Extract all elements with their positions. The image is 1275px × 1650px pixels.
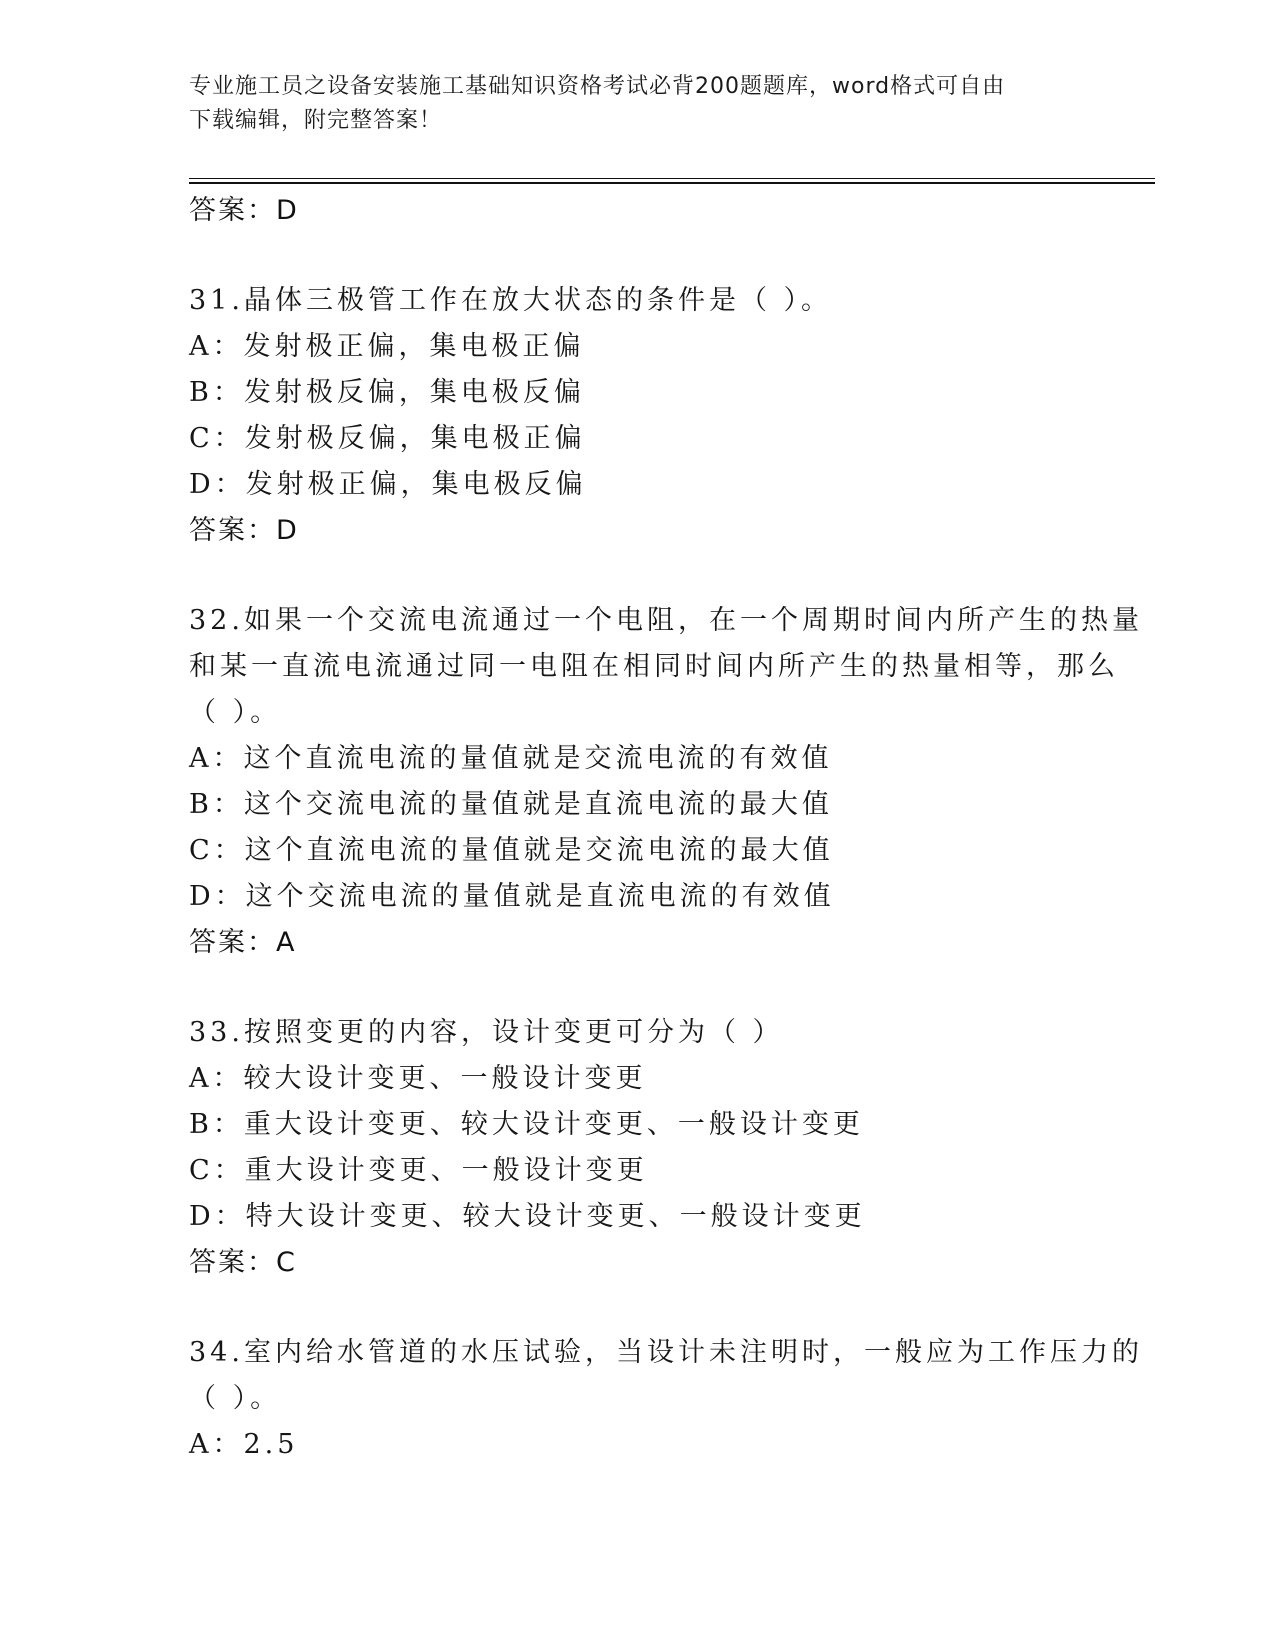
option-b: B：重大设计变更、较大设计变更、一般设计变更 (189, 1109, 864, 1140)
question-stem-line: 31.晶体三极管工作在放大状态的条件是（ ）。 (189, 285, 833, 316)
question-stem-line: 34.室内给水管道的水压试验，当设计未注明时，一般应为工作压力的 (189, 1337, 1143, 1368)
option-a: A：这个直流电流的量值就是交流电流的有效值 (189, 743, 833, 774)
answer-line: 答案：D (189, 195, 299, 226)
answer-line: 答案：C (189, 1247, 297, 1278)
question-list (189, 188, 1143, 1468)
option-d: D：特大设计变更、较大设计变更、一般设计变更 (189, 1201, 866, 1232)
question-stem-line: 33.按照变更的内容，设计变更可分为（ ） (189, 1017, 784, 1048)
option-c: C：重大设计变更、一般设计变更 (189, 1155, 648, 1186)
answer-line: 答案：D (189, 515, 299, 546)
option-a: A：较大设计变更、一般设计变更 (189, 1063, 647, 1094)
header-line-2: 下载编辑，附完整答案！ (189, 108, 443, 133)
question-33 (189, 1010, 1089, 1286)
option-a: A：2.5 (189, 1429, 299, 1460)
header-divider-thin (189, 178, 1155, 179)
question-32 (189, 598, 1143, 966)
option-c: C：这个直流电流的量值就是交流电流的最大值 (189, 835, 834, 866)
option-d: D：这个交流电流的量值就是直流电流的有效值 (189, 881, 835, 912)
document-header (189, 70, 1069, 138)
question-stem-line: 32.如果一个交流电流通过一个电阻，在一个周期时间内所产生的热量 (189, 605, 1143, 636)
header-line-1: 专业施工员之设备安装施工基础知识资格考试必背200题题库，word格式可自由 (189, 74, 1006, 99)
option-c: C：发射极反偏，集电极正偏 (189, 423, 586, 454)
question-34 (189, 1330, 1143, 1468)
option-d: D：发射极正偏，集电极反偏 (189, 469, 587, 500)
answer-line: 答案：A (189, 927, 297, 958)
question-stem-line: （ ）。 (189, 697, 282, 728)
question-31 (189, 278, 1089, 554)
option-a: A：发射极正偏，集电极正偏 (189, 331, 585, 362)
question-stem-line: （ ）。 (189, 1383, 282, 1414)
question-stem-line: 和某一直流电流通过同一电阻在相同时间内所产生的热量相等，那么 (189, 651, 1119, 682)
option-b: B：发射极反偏，集电极反偏 (189, 377, 585, 408)
header-divider-thick (189, 182, 1155, 184)
option-b: B：这个交流电流的量值就是直流电流的最大值 (189, 789, 833, 820)
